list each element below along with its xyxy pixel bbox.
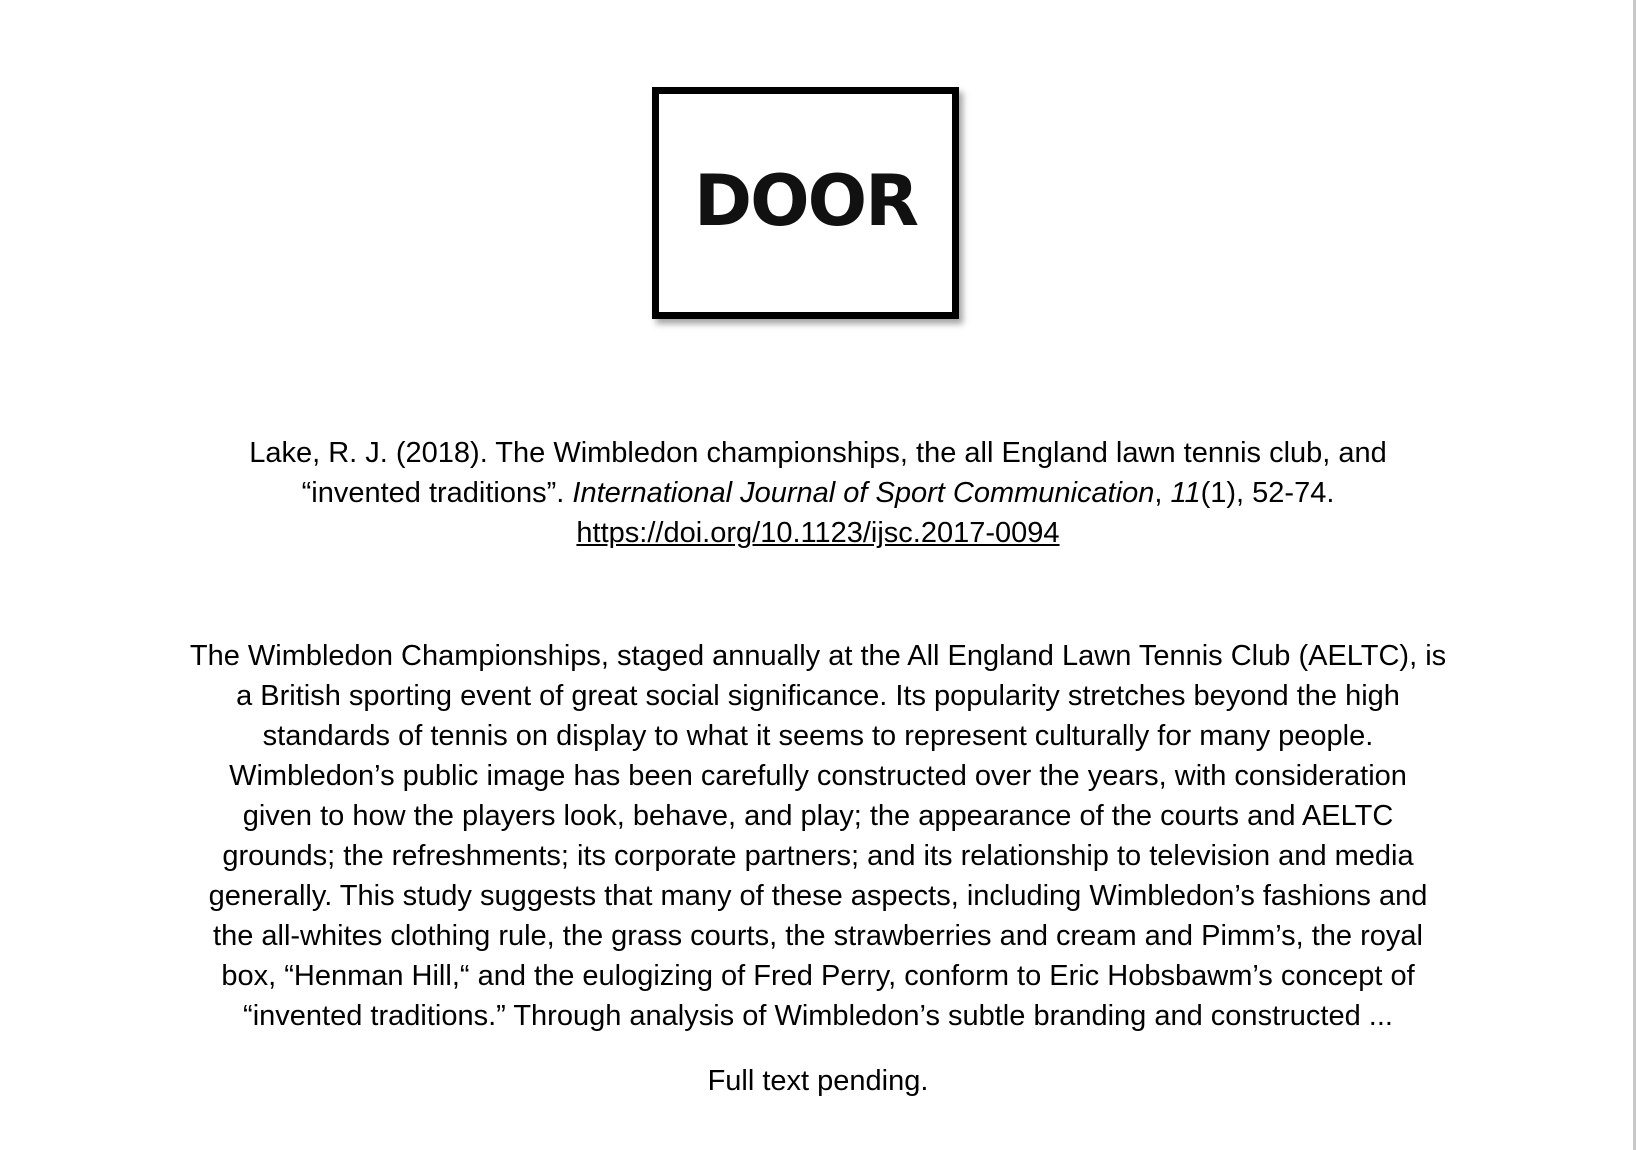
citation (150, 433, 1486, 553)
abstract-line: The Wimbledon Championships, staged annually at the All England Lawn Tennis Club (AELTC), is (189, 640, 1447, 672)
abstract-line: given to how the players look, behave, and play; the appearance of the courts and AELTC (242, 800, 1394, 832)
journal-issue-pages: (1), 52-74. (1200, 477, 1335, 509)
citation-sep: , (1154, 477, 1171, 509)
doi-link[interactable]: https://doi.org/10.1123/ijsc.2017-0094 (576, 517, 1060, 549)
abstract-line: the all-whites clothing rule, the grass courts, the strawberries and cream and Pimm’s, the royal (213, 920, 1423, 952)
abstract-line: Wimbledon’s public image has been carefully constructed over the years, with consideration (229, 760, 1407, 792)
abstract-line: a British sporting event of great social significance. Its popularity stretches beyond the high (236, 680, 1400, 712)
abstract-line: generally. This study suggests that many of these aspects, including Wimbledon’s fashions and (208, 880, 1428, 912)
journal-name: International Journal of Sport Communication (572, 477, 1155, 509)
citation-line-1: Lake, R. J. (2018). The Wimbledon championships, the all England lawn tennis club, and (249, 437, 1387, 469)
door-logo (652, 87, 959, 319)
citation-title-end: “invented traditions”. (301, 477, 573, 509)
abstract-line: standards of tennis on display to what it seems to represent culturally for many people. (262, 720, 1374, 752)
logo-text: DOOR (693, 159, 918, 242)
citation-line-3 (150, 513, 1486, 553)
abstract-line: grounds; the refreshments; its corporate partners; and its relationship to television and media (222, 840, 1414, 872)
citation-line-2 (150, 473, 1486, 513)
full-text-status: Full text pending. (707, 1065, 929, 1097)
abstract-line: “invented traditions.” Through analysis of Wimbledon’s subtle branding and constructed ... (243, 1000, 1393, 1032)
journal-volume: 11 (1170, 477, 1201, 509)
abstract (150, 636, 1486, 1036)
abstract-line: box, “Henman Hill,“ and the eulogizing of Fred Perry, conform to Eric Hobsbawm’s concept of (221, 960, 1415, 992)
